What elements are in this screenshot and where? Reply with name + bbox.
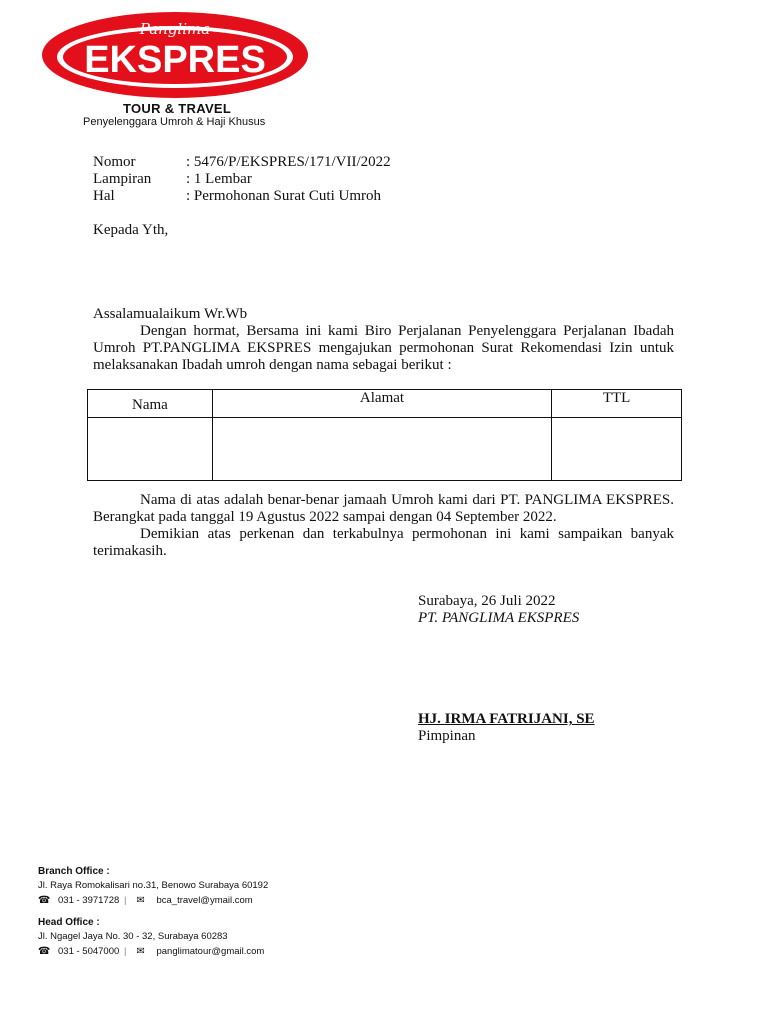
meta-label: Hal (93, 188, 115, 204)
phone-icon: ☎ (38, 895, 51, 906)
letter-meta (93, 154, 391, 205)
column-header-ttl: TTL (552, 390, 682, 418)
brand-tagline: Penyelenggara Umroh & Haji Khusus (83, 116, 266, 128)
branch-office-title: Branch Office : (38, 866, 110, 877)
jamaah-table (87, 389, 682, 481)
mail-icon: ✉ (136, 946, 145, 957)
closing-paragraph: Nama di atas adalah benar-benar jamaah Umroh kami dari PT. PANGLIMA EKSPRES. Berangkat pada tanggal 19 Agustus 2022 sampai dengan 04 September 2022. (93, 492, 674, 525)
phone-icon: ☎ (38, 946, 51, 957)
recipient: Kepada Yth, (93, 222, 169, 238)
head-office-title: Head Office : (38, 917, 100, 928)
branch-phone: 031 - 3971728 (58, 895, 120, 906)
signature-block (418, 593, 579, 627)
meta-label: Lampiran (93, 171, 152, 187)
letter-body (93, 306, 674, 374)
meta-label: Nomor (93, 154, 136, 170)
logo-oval (40, 10, 310, 100)
divider: | (124, 946, 127, 957)
closing-section (93, 492, 674, 560)
company-name: PT. PANGLIMA EKSPRES (418, 610, 580, 626)
head-email: panglimatour@gmail.com (156, 946, 265, 957)
table-cell-nama (88, 418, 213, 481)
meta-row-nomor (93, 154, 391, 171)
intro-paragraph: Dengan hormat, Bersama ini kami Biro Perjalanan Penyelenggara Perjalanan Ibadah Umroh PT.PANGLIMA EKSPRES mengajukan permohonan Surat Rekomendasi Izin untuk melaksanakan Ibadah umroh dengan nama sebagai berikut : (93, 323, 674, 373)
signer-title: Pimpinan (418, 728, 476, 744)
meta-value: : 5476/P/EKSPRES/171/VII/2022 (186, 154, 391, 170)
branch-office-contact (38, 895, 268, 907)
column-header-nama: Nama (88, 390, 213, 418)
table-row (88, 418, 682, 481)
logo-main-text: EKSPRES (84, 39, 266, 81)
logo-script-text: Panglima (139, 20, 211, 38)
company-logo (40, 10, 310, 100)
divider: | (124, 895, 127, 906)
column-header-alamat: Alamat (212, 390, 551, 418)
signer-name: HJ. IRMA FATRIJANI, SE (418, 711, 595, 727)
signer-block (418, 711, 595, 745)
greeting: Assalamualaikum Wr.Wb (93, 306, 248, 322)
meta-row-lampiran (93, 171, 391, 188)
branch-office-address: Jl. Raya Romokalisari no.31, Benowo Surabaya 60192 (38, 880, 269, 891)
brand-tour-travel: TOUR & TRAVEL (123, 101, 232, 116)
footer-contacts (38, 866, 268, 958)
meta-row-hal (93, 188, 391, 205)
head-office-address: Jl. Ngagel Jaya No. 30 - 32, Surabaya 60283 (38, 931, 228, 942)
mail-icon: ✉ (136, 895, 145, 906)
branch-email: bca_travel@ymail.com (156, 895, 253, 906)
place-date: Surabaya, 26 Juli 2022 (418, 593, 556, 609)
head-phone: 031 - 5047000 (58, 946, 120, 957)
head-office-contact (38, 946, 268, 958)
meta-value: : Permohonan Surat Cuti Umroh (186, 188, 381, 204)
table-header-row (88, 390, 682, 418)
meta-value: : 1 Lembar (186, 171, 252, 187)
closing-paragraph: Demikian atas perkenan dan terkabulnya permohonan ini kami sampaikan banyak terimakasih. (93, 526, 674, 559)
table-cell-alamat (212, 418, 551, 481)
table-cell-ttl (552, 418, 682, 481)
